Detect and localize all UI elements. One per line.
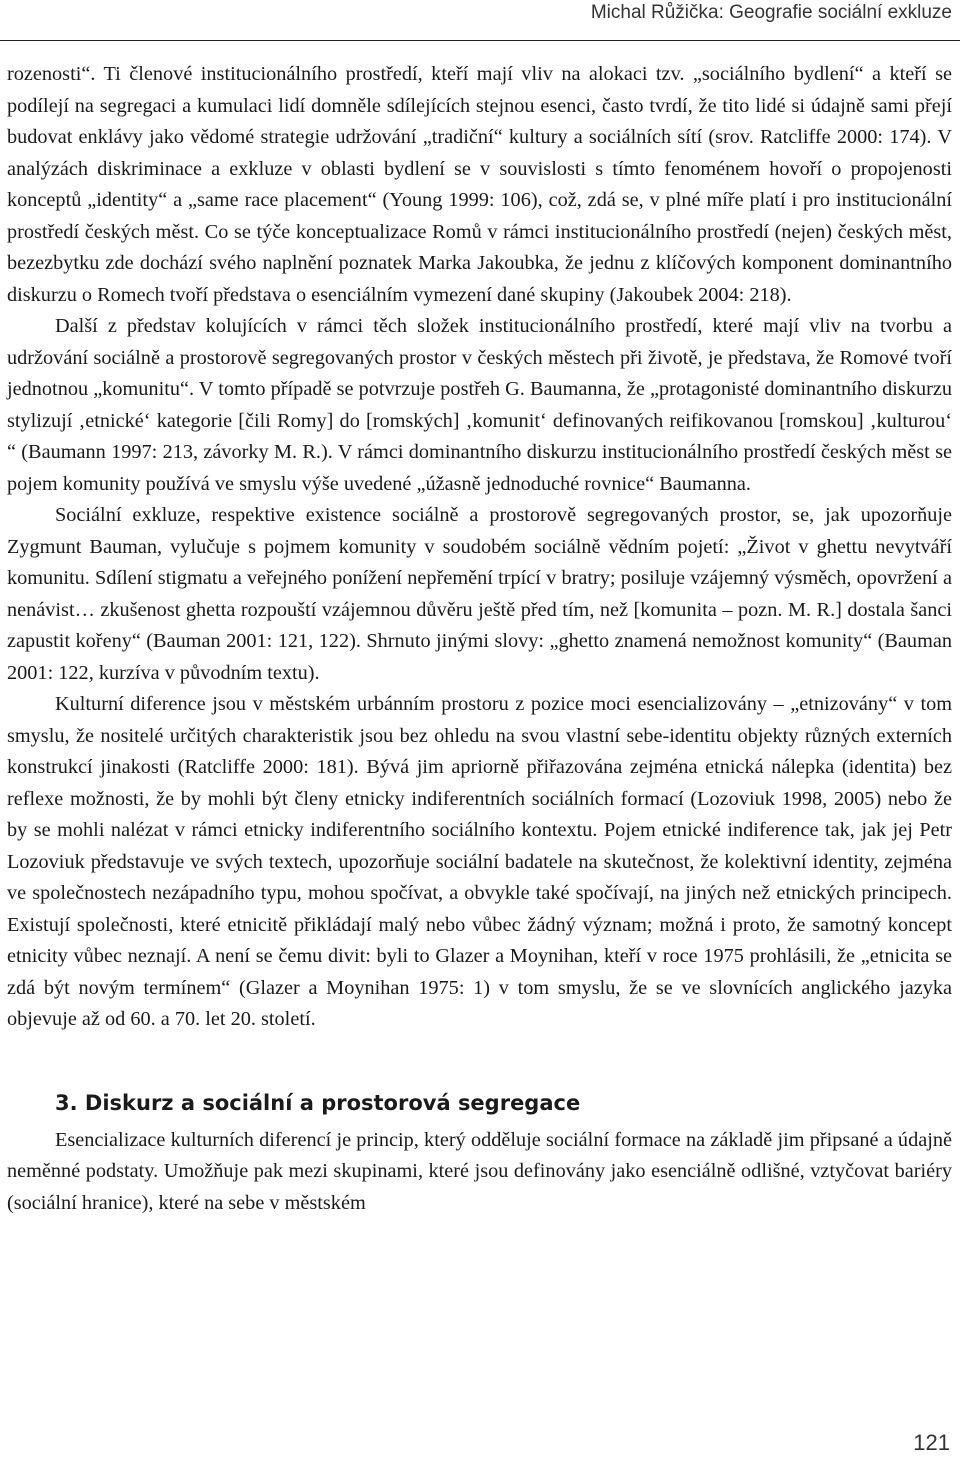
paragraph: Kulturní diference jsou v městském urbánním prostoru z pozice moci esencializovány – „etnizovány“ v tom smyslu, že nositelé určitých charakteristik jsou bez ohledu na svou vlastní sebe-identitu objekty různých externích konstrukcí jinakosti (Ratcliffe 2000: 181). Bývá jim apriorně přiřazována zejména etnická nálepka (identita) bez reflexe možnosti, že by mohli být členy etnicky indiferentních sociálních formací (Lozoviuk 1998, 2005) nebo že by se mohli nalézat v rámci etnicky indiferentního sociálního kontextu. Pojem etnické indiference tak, jak jej Petr Lozoviuk představuje ve svých textech, upozorňuje sociální badatele na skutečnost, že kolektivní identity, zejména ve společnostech nezápadního typu, mohou spočívat, a obvykle také spočívají, na jiných než etnických principech. Existují společnosti, které etnicitě přikládají malý nebo vůbec žádný význam; možná i proto, že samotný koncept etnicity vůbec neznají. A není se čemu divit: byli to Glazer a Moynihan, kteří v roce 1975 prohlásili, že „etnicita se zdá být novým termínem“ (Glazer a Moynihan 1975: 1) v tom smyslu, že se ve slovnících anglického jazyka objevuje až od 60. a 70. let 20. století. bbox=[7, 693, 952, 1030]
section-heading: 3. Diskurz a sociální a prostorová segregace bbox=[55, 1090, 581, 1115]
header-divider bbox=[0, 40, 960, 41]
page-number: 121 bbox=[913, 1430, 950, 1455]
paragraph: Další z představ kolujících v rámci těch složek institucionálního prostředí, které mají vliv na tvorbu a udržování sociálně a prostorově segregovaných prostor v českých městech při životě, je představa, že Romové tvoří jednotnou „komunitu“. V tomto případě se potvrzuje postřeh G. Baumanna, že „protagonisté dominantního diskurzu stylizují ‚etnické‘ kategorie [čili Romy] do [romských] ‚komunit‘ definovaných reifikovanou [romskou] ‚kulturou‘ “ (Baumann 1997: 213, závorky M. R.). V rámci dominantního diskurzu institucionálního prostředí českých měst se pojem komunity používá ve smyslu výše uvedené „úžasně jednoduché rovnice“ Baumanna. bbox=[7, 315, 952, 495]
paragraph: Esencializace kulturních diferencí je princip, který odděluje sociální formace na základě jim připsané a údajně neměnné podstaty. Umožňuje pak mezi skupinami, které jsou definovány jako esenciálně odlišné, vztyčovat bariéry (sociální hranice), které na sebe v městském bbox=[7, 1128, 952, 1214]
paragraph-continued: rozenosti“. Ti členové institucionálního prostředí, kteří mají vliv na alokaci tzv. „sociálního bydlení“ a kteří se podílejí na segregaci a kumulaci lidí domněle sdílejících stejnou esenci, často tvrdí, že tito lidé si údajně sami přejí budovat enklávy jako vědomé strategie udržování „tradiční“ kultury a sociálních sítí (srov. Ratcliffe 2000: 174). V analýzách diskriminace a exkluze v oblasti bydlení se v souvislosti s tímto fenoménem hovoří o propojenosti konceptů „identity“ a „same race placement“ (Young 1999: 106), což, zdá se, v plné míře platí i pro institucionální prostředí českých měst. Co se týče konceptualizace Romů v rámci institucionálního prostředí (nejen) českých měst, bezezbytku zde dochází svého naplnění poznatek Marka Jakoubka, že jednu z klíčových komponent dominantního diskurzu o Romech tvoří představa o esenciálním vymezení dané skupiny (Jakoubek 2004: 218). bbox=[7, 63, 952, 306]
running-header: Michal Růžička: Geografie sociální exkluze bbox=[590, 2, 952, 23]
main-text bbox=[7, 59, 952, 1219]
paragraph: Sociální exkluze, respektive existence sociálně a prostorově segregovaných prostor, se, jak upozorňuje Zygmunt Bauman, vylučuje s pojmem komunity v soudobém sociálně vědním pojetí: „Život v ghettu nevytváří komunitu. Sdílení stigmatu a veřejného ponížení nepřemění trpící v bratry; posiluje vzájemný výsměch, opovržení a nenávist… zkušenost ghetta rozpouští vzájemnou důvěru ještě před tím, než [komunita – pozn. M. R.] dostala šanci zapustit kořeny“ (Bauman 2001: 121, 122). Shrnuto jinými slovy: „ghetto znamená nemožnost komunity“ (Bauman 2001: 122, kurzíva v původním textu). bbox=[7, 504, 952, 684]
